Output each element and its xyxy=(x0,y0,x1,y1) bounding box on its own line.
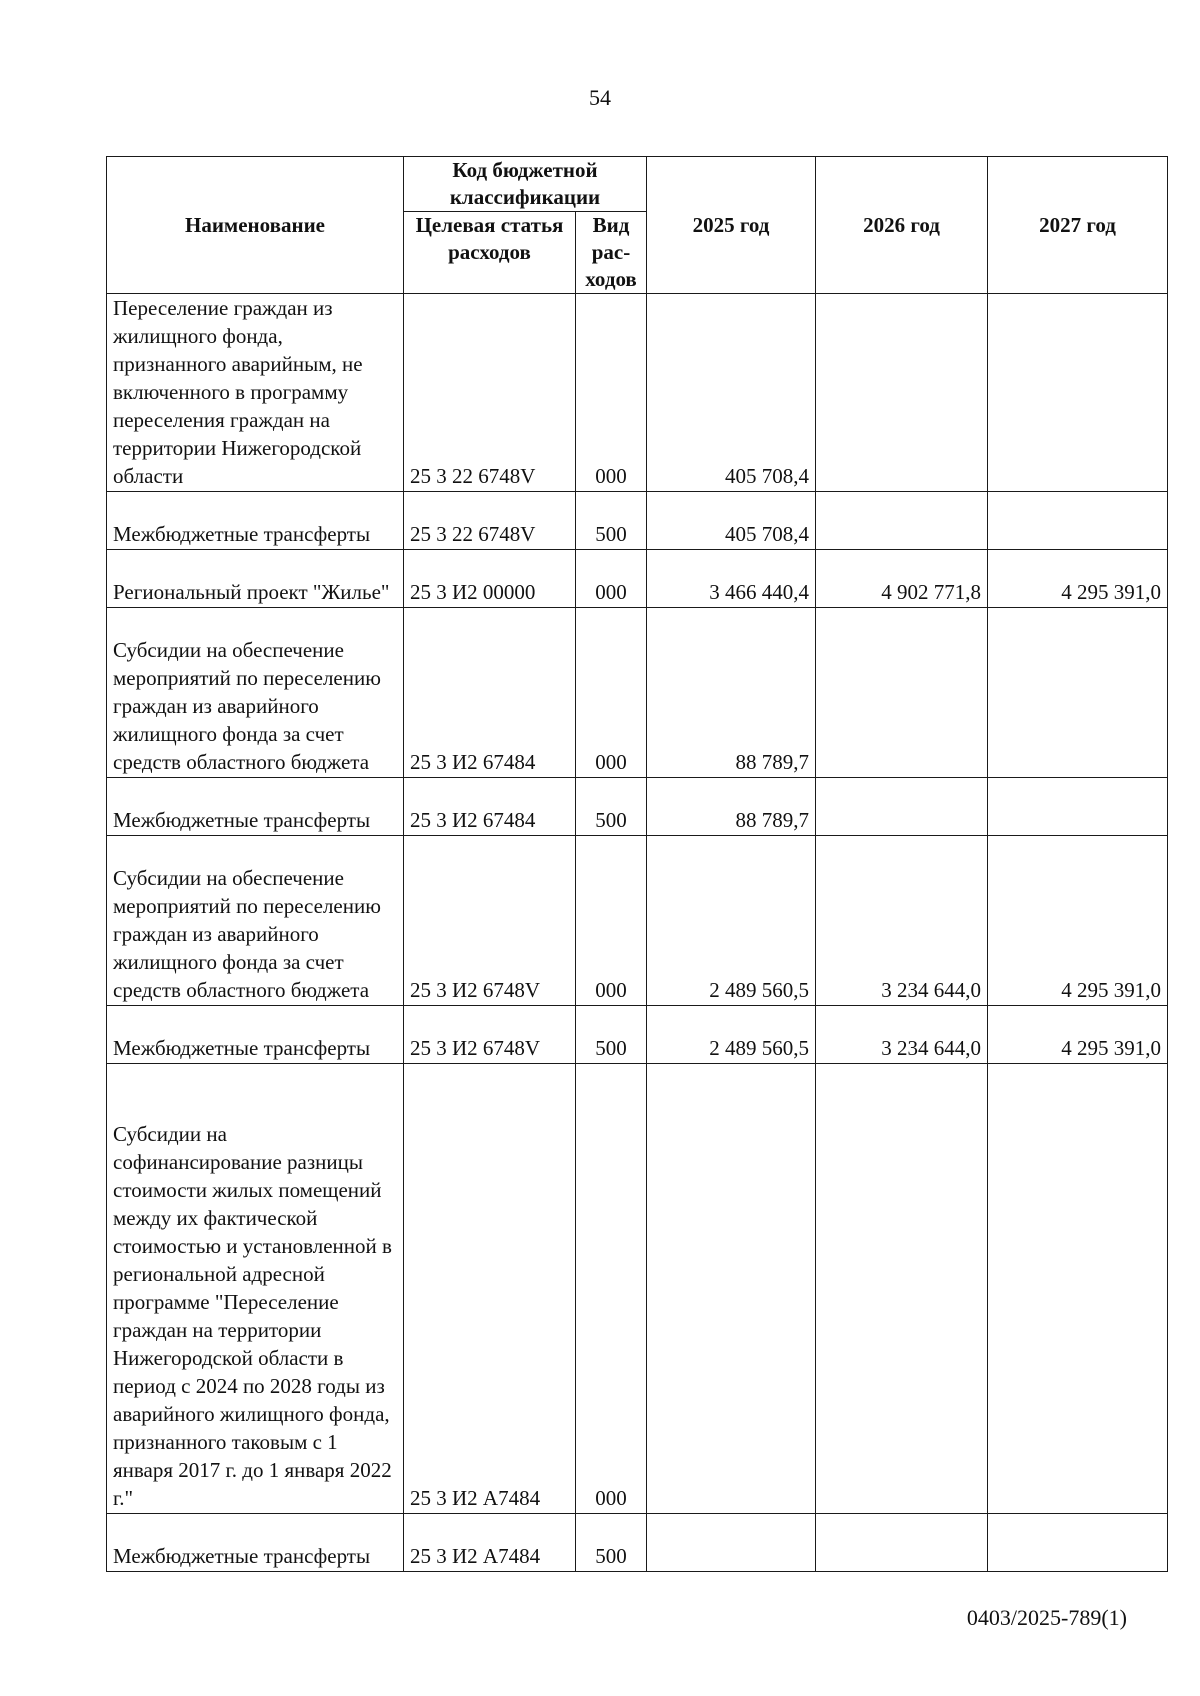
row-value-2027 xyxy=(988,294,1168,492)
row-name: Межбюджетные трансферты xyxy=(107,1006,404,1064)
row-value-2026 xyxy=(816,492,988,550)
row-expense-kind: 000 xyxy=(576,608,647,778)
row-target-article: 25 3 И2 6748V xyxy=(404,836,576,1006)
row-value-2026: 4 902 771,8 xyxy=(816,550,988,608)
row-target-article: 25 3 22 6748V xyxy=(404,294,576,492)
table-row xyxy=(107,778,1168,836)
table-row xyxy=(107,1006,1168,1064)
header-expense-kind: Вид рас-ходов xyxy=(576,212,647,294)
row-value-2025: 405 708,4 xyxy=(647,492,816,550)
row-value-2026 xyxy=(816,778,988,836)
document-code: 0403/2025-789(1) xyxy=(966,1605,1127,1630)
row-value-2027 xyxy=(988,608,1168,778)
row-target-article: 25 3 И2 6748V xyxy=(404,1006,576,1064)
row-value-2026 xyxy=(816,1064,988,1514)
row-value-2025: 3 466 440,4 xyxy=(647,550,816,608)
header-target-article: Целевая статья расходов xyxy=(404,212,576,294)
row-name: Региональный проект "Жилье" xyxy=(107,550,404,608)
row-value-2026: 3 234 644,0 xyxy=(816,836,988,1006)
table-row xyxy=(107,1064,1168,1514)
row-expense-kind: 500 xyxy=(576,1514,647,1572)
row-value-2026 xyxy=(816,294,988,492)
row-value-2027 xyxy=(988,1064,1168,1514)
row-value-2025: 88 789,7 xyxy=(647,608,816,778)
row-value-2027: 4 295 391,0 xyxy=(988,550,1168,608)
table-row xyxy=(107,1514,1168,1572)
row-target-article: 25 3 И2 67484 xyxy=(404,608,576,778)
row-expense-kind: 500 xyxy=(576,492,647,550)
table-row xyxy=(107,492,1168,550)
row-name: Межбюджетные трансферты xyxy=(107,778,404,836)
table-row xyxy=(107,608,1168,778)
row-name: Переселение граждан из жилищного фонда, признанного аварийным, не включенного в программу переселения граждан на территории Нижегородской области xyxy=(107,294,404,492)
row-value-2027: 4 295 391,0 xyxy=(988,1006,1168,1064)
row-expense-kind: 500 xyxy=(576,778,647,836)
row-value-2027 xyxy=(988,778,1168,836)
row-expense-kind: 500 xyxy=(576,1006,647,1064)
row-expense-kind: 000 xyxy=(576,550,647,608)
row-expense-kind: 000 xyxy=(576,294,647,492)
row-target-article: 25 3 И2 А7484 xyxy=(404,1064,576,1514)
table-row xyxy=(107,294,1168,492)
row-value-2026: 3 234 644,0 xyxy=(816,1006,988,1064)
row-target-article: 25 3 И2 А7484 xyxy=(404,1514,576,1572)
row-value-2026 xyxy=(816,1514,988,1572)
row-name: Субсидии на обеспечение мероприятий по переселению граждан из аварийного жилищного фонда за счет средств областного бюджета xyxy=(107,608,404,778)
header-2026: 2026 год xyxy=(816,157,988,294)
row-value-2025: 2 489 560,5 xyxy=(647,1006,816,1064)
row-name: Межбюджетные трансферты xyxy=(107,492,404,550)
row-target-article: 25 3 И2 00000 xyxy=(404,550,576,608)
row-expense-kind: 000 xyxy=(576,1064,647,1514)
budget-table xyxy=(106,156,1168,1572)
row-value-2027 xyxy=(988,1514,1168,1572)
header-name: Наименование xyxy=(107,157,404,294)
row-value-2025: 88 789,7 xyxy=(647,778,816,836)
row-name: Субсидии на софинансирование разницы стоимости жилых помещений между их фактической стоимостью и установленной в региональной адресной программе "Переселение граждан на территории Нижегородской области в период с 2024 по 2028 годы из аварийного жилищного фонда, признанного таковым с 1 января 2017 г. до 1 января 2022 г." xyxy=(107,1064,404,1514)
row-value-2025: 2 489 560,5 xyxy=(647,836,816,1006)
row-value-2025 xyxy=(647,1514,816,1572)
row-value-2026 xyxy=(816,608,988,778)
page-number: 54 xyxy=(589,85,611,110)
header-2027: 2027 год xyxy=(988,157,1168,294)
row-target-article: 25 3 И2 67484 xyxy=(404,778,576,836)
row-target-article: 25 3 22 6748V xyxy=(404,492,576,550)
row-name: Субсидии на обеспечение мероприятий по переселению граждан из аварийного жилищного фонда за счет средств областного бюджета xyxy=(107,836,404,1006)
row-expense-kind: 000 xyxy=(576,836,647,1006)
row-value-2027: 4 295 391,0 xyxy=(988,836,1168,1006)
row-value-2025: 405 708,4 xyxy=(647,294,816,492)
row-value-2027 xyxy=(988,492,1168,550)
row-name: Межбюджетные трансферты xyxy=(107,1514,404,1572)
row-value-2025 xyxy=(647,1064,816,1514)
table-row xyxy=(107,550,1168,608)
header-code-group: Код бюджетной классификации xyxy=(404,157,647,212)
header-2025: 2025 год xyxy=(647,157,816,294)
table-row xyxy=(107,836,1168,1006)
